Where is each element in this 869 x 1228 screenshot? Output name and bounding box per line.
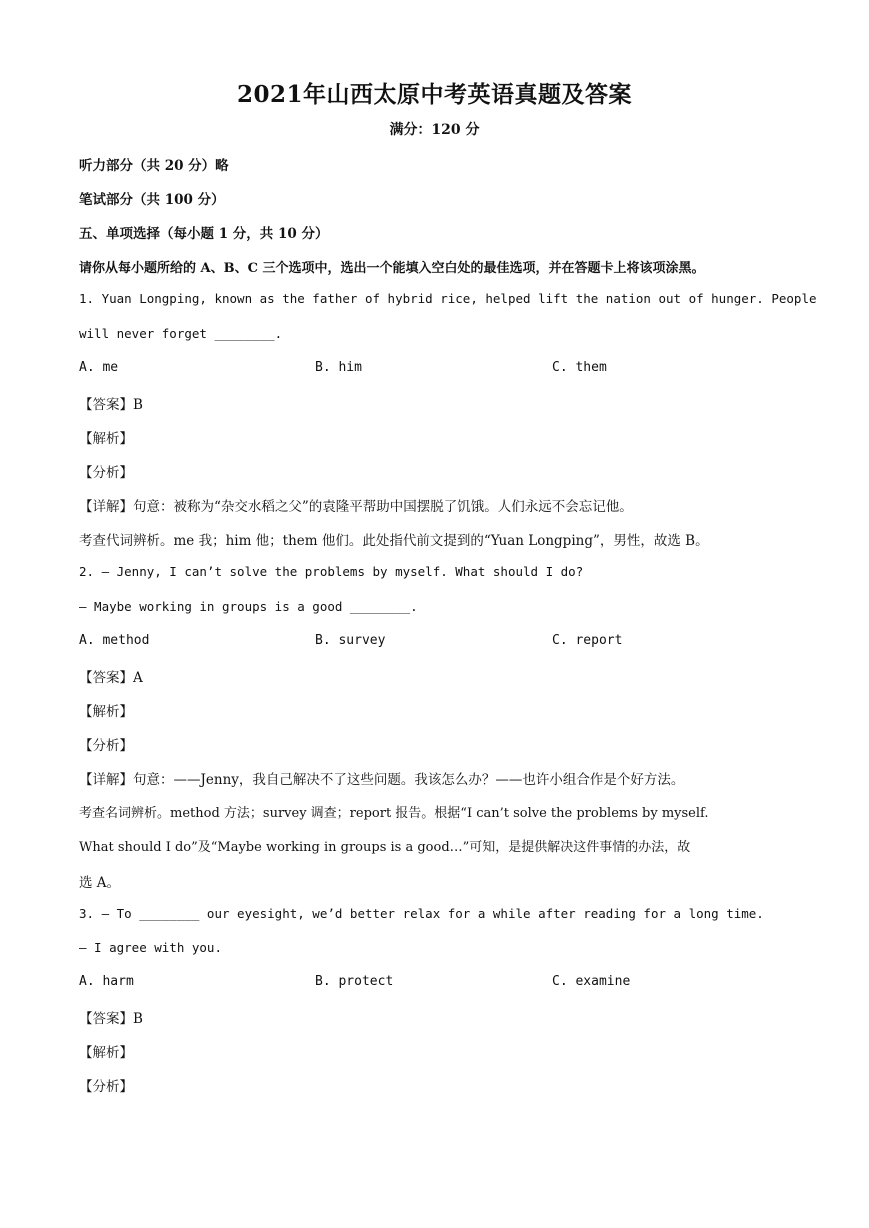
part5-heading: 五、单项选择（每小题 1 分，共 10 分） <box>79 226 329 242</box>
q3-fenxi: 【分析】 <box>79 1079 133 1095</box>
q1-fenxi: 【分析】 <box>79 465 133 481</box>
q1-explain: 考查代词辨析。me 我；him 他；them 他们。此处指代前文提到的“Yuan Longping”，男性，故选 B。 <box>79 533 709 549</box>
q1-stem-line2: will never forget ________. <box>79 326 283 341</box>
page-title: 2021年山西太原中考英语真题及答案 <box>236 81 632 108</box>
q1-jiexi: 【解析】 <box>79 431 133 447</box>
q1-answer: 【答案】B <box>79 397 143 413</box>
listening-section: 听力部分（共 20 分）略 <box>79 158 229 174</box>
q3-stem-line1: 3. — To ________ our eyesight, we’d better relax for a while after reading for a long time. <box>79 906 764 921</box>
q2-jiexi: 【解析】 <box>79 704 133 720</box>
q2-explain-line2: What should I do”及“Maybe working in groups is a good…”可知，是提供解决这件事情的办法，故 <box>79 840 691 855</box>
q2-fenxi: 【分析】 <box>79 738 133 754</box>
q1-stem-line1: 1. Yuan Longping, known as the father of hybrid rice, helped lift the nation out of hunger. People <box>79 291 817 306</box>
q3-stem-line2: — I agree with you. <box>79 940 222 955</box>
full-score: 满分：120 分 <box>389 122 480 138</box>
q2-option-a: A. method <box>79 633 150 648</box>
q3-jiexi: 【解析】 <box>79 1045 133 1061</box>
q2-answer: 【答案】A <box>79 670 143 686</box>
q3-answer: 【答案】B <box>79 1011 143 1027</box>
q1-option-a: A. me <box>79 360 119 375</box>
q1-option-c: C. them <box>552 360 607 375</box>
q2-explain-line3: 选 A。 <box>79 875 121 891</box>
q1-detail: 【详解】句意：被称为“杂交水稻之父”的袁隆平帮助中国摆脱了饥饿。人们永远不会忘记他。 <box>79 499 633 515</box>
q3-option-c: C. examine <box>552 974 631 989</box>
q2-stem-line1: 2. — Jenny, I can’t solve the problems by myself. What should I do? <box>79 564 584 579</box>
q2-option-b: B. survey <box>315 633 386 648</box>
q3-option-a: A. harm <box>79 974 134 989</box>
q2-detail: 【详解】句意：——Jenny，我自己解决不了这些问题。我该怎么办？——也许小组合作是个好方法。 <box>79 772 685 788</box>
q2-stem-line2: — Maybe working in groups is a good ________. <box>79 599 418 614</box>
q2-explain-line1: 考查名词辨析。method 方法；survey 调查；report 报告。根据“I can’t solve the problems by myself. <box>79 806 709 821</box>
q3-option-b: B. protect <box>315 974 394 989</box>
q2-option-c: C. report <box>552 633 623 648</box>
writing-section: 笔试部分（共 100 分） <box>79 192 225 208</box>
q1-option-b: B. him <box>315 360 362 375</box>
instruction: 请你从每小题所给的 A、B、C 三个选项中，选出一个能填入空白处的最佳选项，并在答题卡上将该项涂黑。 <box>79 261 705 276</box>
